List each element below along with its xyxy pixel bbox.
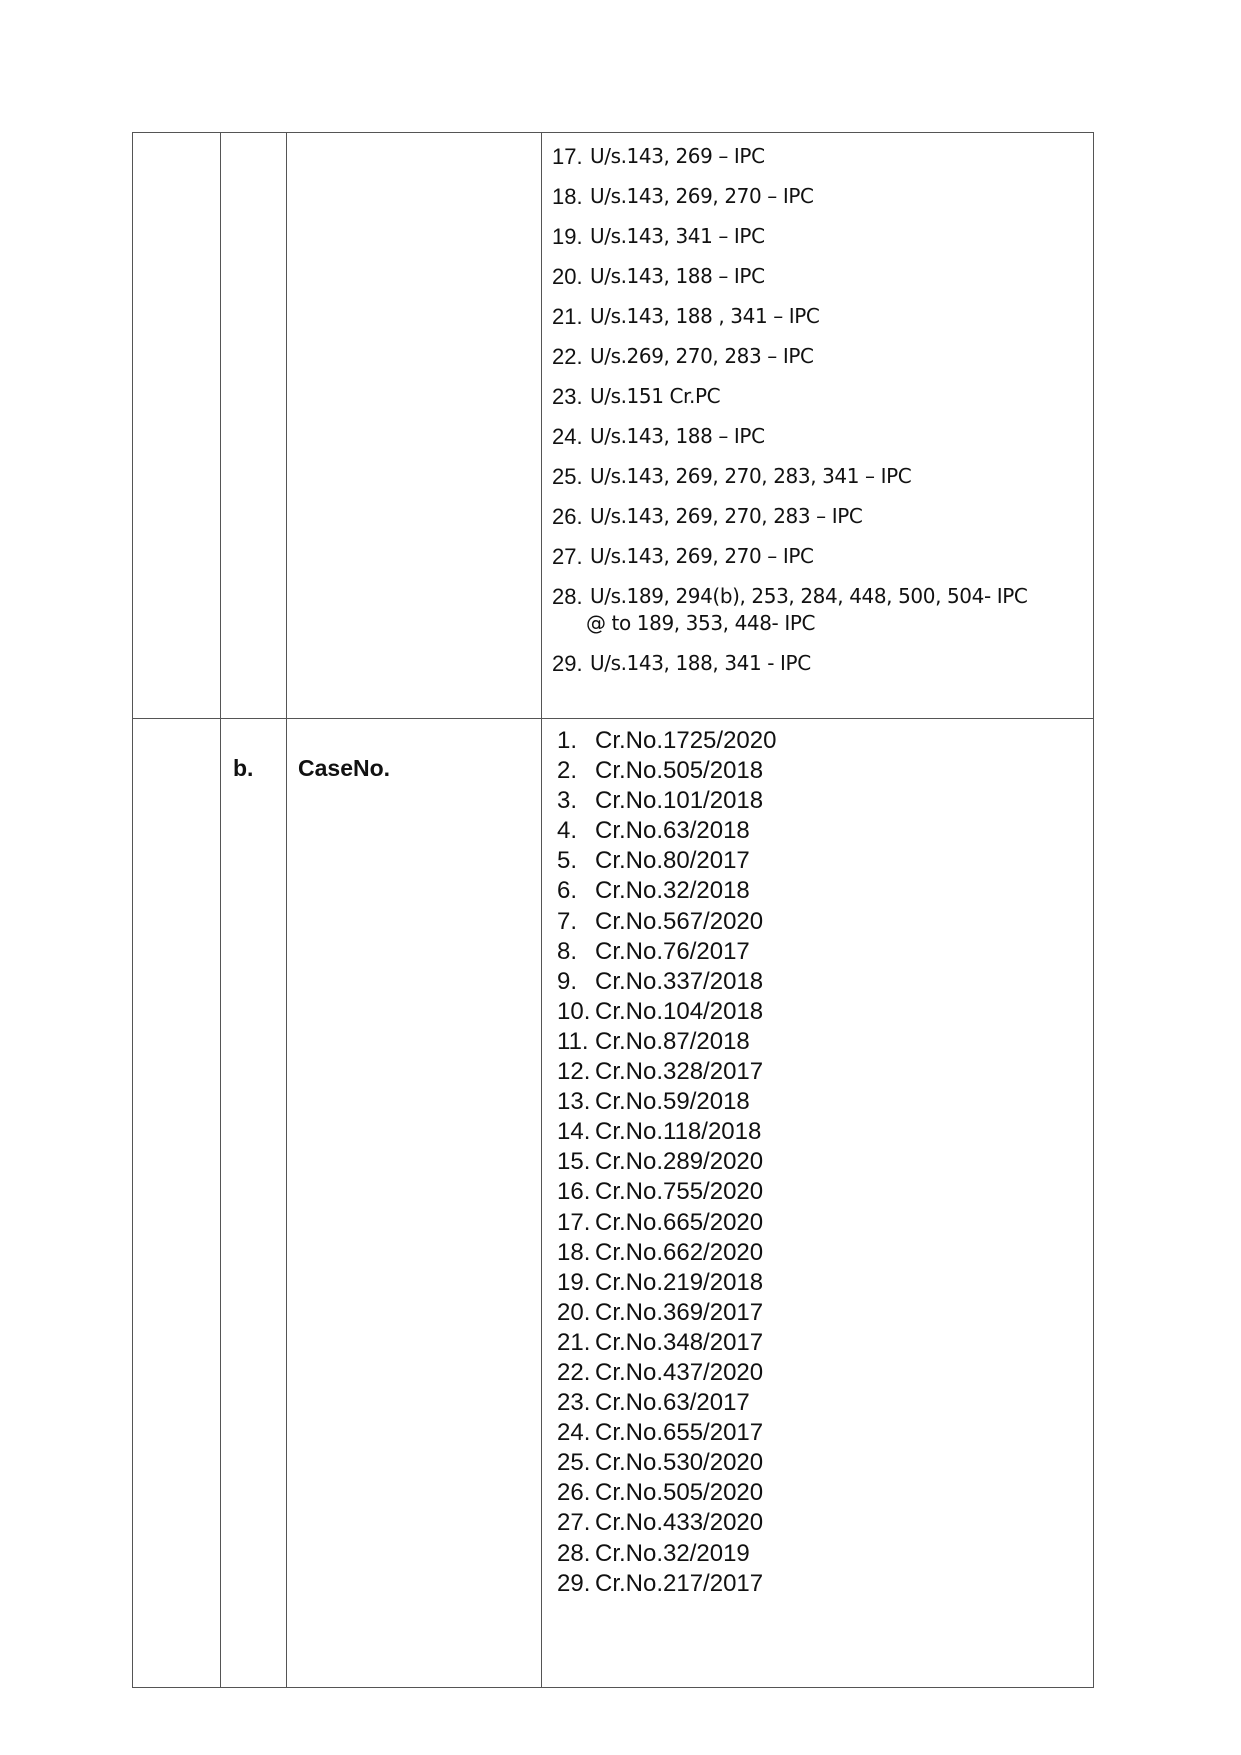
list-item-number: 25. xyxy=(552,464,583,489)
list-item-number: 21. xyxy=(552,304,583,329)
case-number-text: Cr.No.118/2018 xyxy=(595,1118,762,1146)
table-row xyxy=(133,719,1094,1688)
list-item-number: 9. xyxy=(557,967,578,995)
section-text-main: U/s.269, 270, 283 – IPC xyxy=(590,344,814,368)
list-item-number: 3. xyxy=(557,787,578,815)
section-text-main: U/s.143, 188 – IPC xyxy=(590,264,765,288)
list-item-number: 27. xyxy=(552,544,583,569)
case-number-text: Cr.No.63/2017 xyxy=(595,1389,750,1417)
list-item-number: 23. xyxy=(557,1389,591,1417)
list-item-number: 20. xyxy=(552,264,583,289)
case-number-text: Cr.No.328/2017 xyxy=(595,1058,764,1086)
list-item-number: 15. xyxy=(557,1148,591,1176)
list-item xyxy=(557,846,1093,876)
case-numbers-cell xyxy=(542,719,1094,1688)
list-item xyxy=(552,463,1093,490)
section-text xyxy=(590,463,911,490)
list-item-number: 23. xyxy=(552,384,583,409)
list-item-number: 27. xyxy=(557,1509,591,1537)
list-item xyxy=(557,1057,1093,1087)
list-item-number: 28. xyxy=(552,584,583,609)
list-item xyxy=(557,967,1093,997)
section-text-main: U/s.143, 269 – IPC xyxy=(590,144,765,168)
case-number-text: Cr.No.59/2018 xyxy=(595,1088,750,1116)
case-number-text: Cr.No.755/2020 xyxy=(595,1178,764,1206)
case-number-text: Cr.No.32/2018 xyxy=(595,877,750,905)
list-item xyxy=(557,1147,1093,1177)
case-number-text: Cr.No.76/2017 xyxy=(595,937,750,965)
list-item-number: 18. xyxy=(557,1238,591,1266)
list-item xyxy=(557,1388,1093,1418)
section-text xyxy=(590,503,862,530)
list-item xyxy=(557,1238,1093,1268)
case-number-text: Cr.No.662/2020 xyxy=(595,1238,764,1266)
case-number-text: Cr.No.567/2020 xyxy=(595,907,764,935)
section-text xyxy=(590,143,765,170)
list-item xyxy=(557,1117,1093,1147)
list-item xyxy=(557,907,1093,937)
case-number-text: Cr.No.505/2018 xyxy=(595,757,764,785)
sections-list xyxy=(542,133,1093,677)
list-item xyxy=(557,1298,1093,1328)
case-numbers-list xyxy=(542,719,1093,1599)
case-number-text: Cr.No.665/2020 xyxy=(595,1208,764,1236)
list-item-number: 5. xyxy=(557,847,578,875)
list-item-number: 19. xyxy=(552,224,583,249)
section-text xyxy=(590,343,814,370)
list-item-number: 19. xyxy=(557,1268,591,1296)
list-item xyxy=(552,543,1093,570)
list-item xyxy=(557,756,1093,786)
field-label-cell xyxy=(287,719,542,1688)
list-item xyxy=(557,1027,1093,1057)
list-item xyxy=(557,1268,1093,1298)
case-number-text: Cr.No.63/2018 xyxy=(595,817,750,845)
list-item-number: 1. xyxy=(557,727,578,754)
list-item-number: 12. xyxy=(557,1058,591,1086)
case-number-text: Cr.No.87/2018 xyxy=(595,1027,750,1055)
serial-cell xyxy=(133,719,221,1688)
case-number-text: Cr.No.101/2018 xyxy=(595,787,764,815)
list-item-number: 18. xyxy=(552,184,583,209)
section-text xyxy=(590,223,765,250)
list-item xyxy=(557,1448,1093,1478)
list-item-number: 24. xyxy=(557,1419,591,1447)
list-item xyxy=(552,503,1093,530)
section-text xyxy=(590,383,720,410)
case-number-text: Cr.No.289/2020 xyxy=(595,1148,764,1176)
sections-cell xyxy=(542,133,1094,719)
list-item xyxy=(552,143,1093,170)
list-item xyxy=(557,1539,1093,1569)
list-item-number: 26. xyxy=(552,504,583,529)
list-item xyxy=(552,303,1093,330)
list-item xyxy=(557,1087,1093,1117)
list-item-number: 26. xyxy=(557,1479,591,1507)
list-item-number: 29. xyxy=(557,1569,591,1597)
list-item-number: 16. xyxy=(557,1178,591,1206)
list-item xyxy=(552,650,1093,677)
section-text-main: U/s.143, 269, 270 – IPC xyxy=(590,184,814,208)
section-text xyxy=(590,543,814,570)
list-item xyxy=(557,876,1093,906)
list-item xyxy=(557,1208,1093,1238)
list-item xyxy=(552,223,1093,250)
list-item xyxy=(557,1418,1093,1448)
list-item xyxy=(552,183,1093,210)
case-no-label: CaseNo. xyxy=(298,755,391,781)
document-table xyxy=(132,132,1094,1688)
section-text xyxy=(590,263,765,290)
list-item-number: 8. xyxy=(557,937,578,965)
list-item-number: 25. xyxy=(557,1449,591,1477)
table-row xyxy=(133,133,1094,719)
case-number-text: Cr.No.369/2017 xyxy=(595,1298,764,1326)
case-number-text: Cr.No.348/2017 xyxy=(595,1328,764,1356)
section-text xyxy=(590,183,814,210)
list-item-number: 20. xyxy=(557,1298,591,1326)
list-item xyxy=(557,1358,1093,1388)
case-number-text: Cr.No.1725/2020 xyxy=(595,727,777,754)
case-number-text: Cr.No.433/2020 xyxy=(595,1509,764,1537)
list-item xyxy=(557,1569,1093,1599)
index-cell xyxy=(221,719,287,1688)
list-item-number: 22. xyxy=(552,344,583,369)
section-text-main: U/s.143, 269, 270, 283 – IPC xyxy=(590,504,863,528)
list-item xyxy=(552,343,1093,370)
list-item xyxy=(552,263,1093,290)
section-text-main: U/s.143, 188, 341 - IPC xyxy=(590,651,811,675)
list-item-number: 22. xyxy=(557,1358,591,1386)
list-item-number: 2. xyxy=(557,757,578,785)
list-item xyxy=(557,816,1093,846)
section-text-main: U/s.143, 188 , 341 – IPC xyxy=(590,304,820,328)
list-item xyxy=(557,1478,1093,1508)
index-cell xyxy=(221,133,287,719)
case-number-text: Cr.No.505/2020 xyxy=(595,1479,764,1507)
case-number-text: Cr.No.437/2020 xyxy=(595,1358,764,1386)
list-item xyxy=(557,726,1093,756)
section-text-main: U/s.143, 341 – IPC xyxy=(590,224,765,248)
section-text-main: U/s.151 Cr.PC xyxy=(590,384,721,408)
section-text xyxy=(586,583,1028,637)
list-item-number: 6. xyxy=(557,877,578,905)
case-number-text: Cr.No.337/2018 xyxy=(595,967,764,995)
section-text-main: U/s.143, 269, 270, 283, 341 – IPC xyxy=(590,464,912,488)
case-number-text: Cr.No.32/2019 xyxy=(595,1539,750,1567)
list-item-number: 17. xyxy=(552,144,583,169)
list-item-number: 13. xyxy=(557,1088,591,1116)
case-number-text: Cr.No.104/2018 xyxy=(595,997,764,1025)
list-item-number: 24. xyxy=(552,424,583,449)
serial-cell xyxy=(133,133,221,719)
case-number-text: Cr.No.217/2017 xyxy=(595,1569,764,1597)
field-label-cell xyxy=(287,133,542,719)
section-text xyxy=(590,650,811,677)
list-item xyxy=(557,1328,1093,1358)
row-index-label: b. xyxy=(233,755,254,781)
list-item xyxy=(557,1177,1093,1207)
list-item-number: 14. xyxy=(557,1118,591,1146)
section-text-main: U/s.143, 188 – IPC xyxy=(590,424,765,448)
list-item xyxy=(557,1508,1093,1538)
list-item-number: 29. xyxy=(552,651,583,676)
list-item-number: 7. xyxy=(557,907,578,935)
case-number-text: Cr.No.530/2020 xyxy=(595,1449,764,1477)
list-item xyxy=(552,583,1093,637)
section-text-continuation: @ to 189, 353, 448- IPC xyxy=(586,611,816,635)
case-number-text: Cr.No.655/2017 xyxy=(595,1419,764,1447)
list-item xyxy=(552,383,1093,410)
case-number-text: Cr.No.219/2018 xyxy=(595,1268,764,1296)
list-item-number: 11. xyxy=(557,1027,589,1055)
list-item xyxy=(557,997,1093,1027)
list-item-number: 4. xyxy=(557,817,578,845)
list-item-number: 17. xyxy=(557,1208,591,1236)
case-number-text: Cr.No.80/2017 xyxy=(595,847,750,875)
section-text-main: U/s.143, 269, 270 – IPC xyxy=(590,544,814,568)
list-item xyxy=(557,786,1093,816)
section-text xyxy=(590,303,820,330)
list-item-number: 10. xyxy=(557,997,591,1025)
list-item-number: 21. xyxy=(557,1328,591,1356)
list-item xyxy=(557,937,1093,967)
section-text-main: U/s.189, 294(b), 253, 284, 448, 500, 504- IPC xyxy=(590,584,1028,608)
list-item-number: 28. xyxy=(557,1539,591,1567)
section-text xyxy=(590,423,765,450)
list-item xyxy=(552,423,1093,450)
